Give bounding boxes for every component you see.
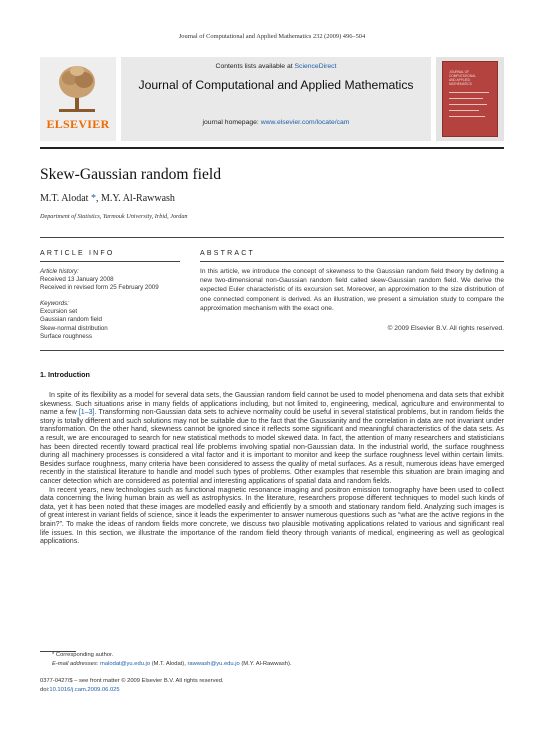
sciencedirect-link[interactable]: ScienceDirect [294, 63, 337, 70]
email-link[interactable]: malodat@yu.edu.jo [100, 661, 151, 667]
email-link[interactable]: rawwash@yu.edu.jo [187, 661, 240, 667]
masthead-center [121, 57, 431, 141]
author-1: M.T. Alodat [40, 193, 91, 204]
section-heading-introduction: 1. Introduction [40, 370, 90, 379]
cover-decoration [449, 92, 489, 93]
email-owner: (M.Y. Al-Rawwash). [239, 661, 292, 667]
abstract-text: In this article, we introduce the concept of skewness to the Gaussian random field theory by defining a new two-dimensional non-Gaussian random field called skew-Gaussian random field. We derive the expected Euler characteristic of its excursion set. Moreover, an approximation to the size distribution of one connected component is derived. As an illustration, we present a simulation study to compare the approximation mechanism with the exact one. [200, 268, 504, 312]
doi-link[interactable]: 10.1016/j.cam.2009.06.025 [49, 686, 120, 693]
history-label: Article history: [40, 268, 79, 275]
copyright: © 2009 Elsevier B.V. All rights reserved. [387, 325, 504, 332]
bottom-info [40, 677, 224, 694]
elsevier-tree-icon [54, 62, 100, 114]
elsevier-wordmark: ELSEVIER [46, 117, 110, 131]
abstract-divider [40, 350, 504, 351]
author-2: M.Y. Al-Rawwash [100, 193, 175, 204]
journal-title: Journal of Computational and Applied Mathematics [138, 78, 414, 92]
cover-decoration [449, 98, 483, 99]
homepage-link[interactable]: www.elsevier.com/locate/cam [260, 119, 350, 126]
keyword: Gaussian random field [40, 316, 102, 324]
homepage-line [121, 119, 431, 126]
homepage-prefix: journal homepage: [202, 119, 261, 126]
abstract-rule [200, 261, 504, 262]
cover-decoration [449, 110, 479, 111]
publisher-logo [40, 57, 116, 141]
cover-title: JOURNAL OF COMPUTATIONAL AND APPLIED MATHEMATICS [449, 70, 476, 86]
introduction-body [40, 392, 504, 547]
citation-link[interactable]: [1–3] [78, 409, 95, 417]
authors [40, 193, 175, 204]
journal-cover-image [442, 61, 498, 137]
footnote-text: Corresponding author. [54, 652, 114, 658]
email-owner: (M.T. Alodat), [150, 661, 188, 667]
revised-date: Received in revised form 25 February 2009 [40, 284, 159, 292]
received-date: Received 13 January 2008 [40, 276, 114, 284]
email-footnote [52, 660, 504, 669]
doi-prefix: doi: [40, 686, 50, 693]
cover-decoration [449, 116, 485, 117]
footnotes [52, 651, 504, 669]
paragraph-text: In spite of its flexibility as a model for several data sets, the Gaussian random field cannot be used to model phenomena and data sets that exhibit skewness. Such situations arise in many fields of applications including, but not limited to, engineering, medical, agriculture and environmental to name a few [40, 392, 504, 417]
author-separator: , [95, 193, 101, 204]
journal-cover-box [436, 57, 504, 141]
contents-line [121, 63, 431, 70]
keywords-label: Keywords: [40, 300, 69, 308]
article-info [40, 268, 180, 341]
journal-masthead [40, 57, 504, 141]
keyword: Excursion set [40, 308, 78, 316]
keyword: Skew-normal distribution [40, 324, 108, 332]
abstract-heading: ABSTRACT [200, 250, 255, 257]
masthead-rule [40, 147, 504, 149]
paragraph [40, 392, 504, 487]
corresponding-footnote [52, 651, 504, 660]
keyword: Surface roughness [40, 332, 92, 340]
header-divider [40, 237, 504, 238]
affiliation: Department of Statistics, Yarmouk University, Irbid, Jordan [40, 213, 188, 220]
paper-title: Skew-Gaussian random field [40, 166, 222, 183]
paragraph-text: . Transforming non-Gaussian data sets to achieve normality could be useful in several statistical problems, but in random fields the story is totally different and such solutions may not be suitable due to the fact that the Gaussianity and the correlation in data are not invariant under transformation. On the other hand, skewness cannot be ignored since it reflects some significant and meaningful characteristics of the data sets. As a result, we are encouraged to search for new statistical methods to model skewed data. In fact, the attention of many researchers and statisticians has been directed recently toward practical real life problems involving spatial non-Gaussian data. In the industrial world, the surface roughness during all machinery processes is considered a vital factor and it is important to monitor and keep the surface roughness level within certain limits. Besides surface roughness, many criteria have been considered to assess the quality of metal surfaces. As a result, numerous ideas have emerged recently in the statistical literature to handle and model such types of problems. Other examples that resemble this situation are brain imaging and cancer detection which are considered as potential and interesting applications of spatial data and random fields. [40, 409, 504, 485]
running-head: Journal of Computational and Applied Mathematics 232 (2009) 496–504 [178, 33, 366, 40]
footnote-mark: * [52, 652, 55, 658]
article-info-rule [40, 261, 180, 262]
article-info-heading: ARTICLE INFO [40, 250, 115, 257]
email-label: E-mail addresses: [52, 661, 99, 667]
cover-decoration [449, 104, 487, 105]
issn-line: 0377-0427/$ – see front matter © 2009 Elsevier B.V. All rights reserved. [40, 678, 224, 684]
corresponding-author-mark[interactable]: * [90, 193, 96, 204]
doi-line [40, 686, 224, 695]
paragraph: In recent years, new technologies such as functional magnetic resonance imaging and positron emission tomography have been used to collect data concerning the living human brain as well as astrophysics. In the literature, researchers propose different techniques to model such kinds of data, yet it has been noted that these images are modelled easily and efficiently by a smooth and stationary random field. Analyzing such images is of great interest in variant fields of science, since it leads the experimenter to answer numerous questions such as “what are the active regions in the brain?”. To make the ideas of random fields more concrete, we discuss two plausible motivating applications related to various and significant real life issues. In this section, we illustrate the importance of the random field theory through variants of medical, engineering as well as geological applications. [40, 486, 504, 546]
contents-prefix: Contents lists available at [215, 63, 295, 70]
